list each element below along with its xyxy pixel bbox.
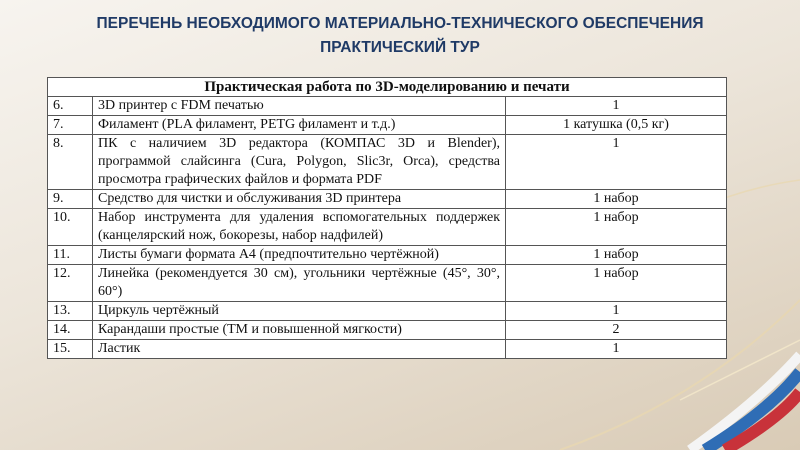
row-number: 6. [48,97,93,116]
table-row [48,265,727,302]
table-row [48,116,727,135]
row-quantity: 1 [506,135,727,190]
row-number: 9. [48,190,93,209]
table-row [48,246,727,265]
row-description: Ластик [93,340,506,359]
row-number: 12. [48,265,93,302]
row-description: Линейка (рекомендуется 30 см), угольники чертёжные (45°, 30°, 60°) [93,265,506,302]
table-row [48,302,727,321]
table-row [48,321,727,340]
row-description: Циркуль чертёжный [93,302,506,321]
row-description: ПК с наличием 3D редактора (КОМПАС 3D и Blender), программой слайсинга (Cura, Polygon, Slic3r, Orca), средства просмотра графических файлов и формата PDF [93,135,506,190]
table-row [48,190,727,209]
row-quantity: 1 [506,340,727,359]
title-line-1: ПЕРЕЧЕНЬ НЕОБХОДИМОГО МАТЕРИАЛЬНО-ТЕХНИЧЕСКОГО ОБЕСПЕЧЕНИЯ [96,15,704,32]
row-quantity: 1 катушка (0,5 кг) [506,116,727,135]
row-number: 7. [48,116,93,135]
row-number: 11. [48,246,93,265]
row-number: 10. [48,209,93,246]
row-quantity: 1 набор [506,246,727,265]
row-quantity: 1 набор [506,190,727,209]
row-number: 14. [48,321,93,340]
row-description: Набор инструмента для удаления вспомогательных поддержек (канцелярский нож, бокорезы, набор надфилей) [93,209,506,246]
row-quantity: 1 [506,97,727,116]
row-description: Средство для чистки и обслуживания 3D принтера [93,190,506,209]
slide-title [0,12,800,60]
row-description: Листы бумаги формата А4 (предпочтительно чертёжной) [93,246,506,265]
row-number: 13. [48,302,93,321]
row-quantity: 1 набор [506,209,727,246]
row-quantity: 1 [506,302,727,321]
table-row [48,135,727,190]
title-line-2: ПРАКТИЧЕСКИЙ ТУР [320,39,480,56]
row-number: 8. [48,135,93,190]
row-description: 3D принтер с FDM печатью [93,97,506,116]
row-quantity: 1 набор [506,265,727,302]
row-description: Карандаши простые (ТМ и повышенной мягкости) [93,321,506,340]
equipment-table [47,77,727,359]
table-row [48,340,727,359]
row-number: 15. [48,340,93,359]
table-header: Практическая работа по 3D-моделированию и печати [48,78,727,97]
table-row [48,209,727,246]
row-description: Филамент (PLA филамент, PETG филамент и т.д.) [93,116,506,135]
table-row [48,97,727,116]
row-quantity: 2 [506,321,727,340]
